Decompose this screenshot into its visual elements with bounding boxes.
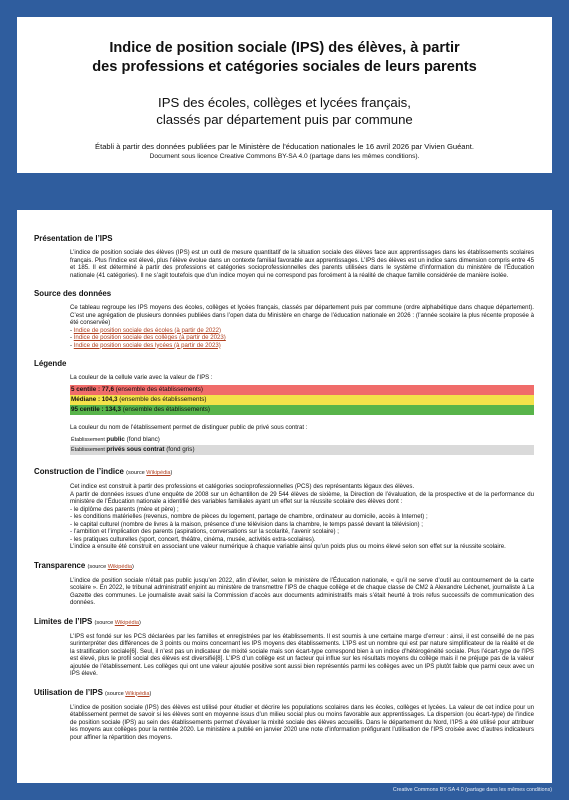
page-title [25,39,544,77]
body-card [17,210,552,783]
limits-source-link[interactable]: Wikipédia [114,619,139,626]
subtitle-line-1: IPS des écoles, collèges et lycées français, [158,95,411,110]
legend-row-public: Établissement public (fond blanc) [71,436,160,443]
presentation-text: L’indice de position sociale des élèves (IPS) est un outil de mesure quantitatif de la situation sociale des élèves face aux apprentissages dans les établissements scolaires français. Plus l’indice est élevé, plus l’élève évolue dans un contexte familial favorable aux apprentissages. L’IPS des élèves est un indice sans dimension compris entre 45 et 185. Il est déterminé à partir des professions et catégories socioprofessionnelles des parents utilisées dans le système d’information du ministère de l’Éducation nationale (41 catégories). Il ne s’agit toutefois que d’un indice moyen qui ne correspond pas forcément à la réalité de chaque famille considérée de manière isolée. [70,249,534,279]
title-line-2: des professions et catégories sociales de leurs parents [92,59,477,75]
legend-heading: Légende [34,359,67,368]
construction-heading: Construction de l’indice (source Wikipédia) [34,467,173,476]
legend-row-median: Médiane : 104,3 (ensemble des établissements) [70,395,534,405]
presentation-heading: Présentation de l’IPS [34,234,113,243]
page-subtitle [25,94,544,128]
sources-links: - Indice de position sociale des écoles (à partir de 2022) - Indice de position sociale des collèges (à partir de 2023) - Indice de position sociale des lycées (à partir de 2023) [70,326,226,349]
footer-license: Creative Commons BY-SA 4.0 (partage dans les mêmes conditions) [392,787,552,793]
limits-text: L’IPS est fondé sur les PCS déclarées par les familles et enregistrées par les établissements. Il est soumis à une certaine marge d’erreur : ainsi, il est conseillé de ne pas surinterpréter des différences de 3 points ou moins concernant les IPS moyens des établissements. L’IPS est un nombre qui est par nature simplificateur de la réalité et de la stratification sociale[6]. Seul, il n’est pas un indicateur de mixité sociale mais son écart-type correspond bien à un indice d’hétérogénéité sociale. Plus l’écart-type de l’IPS est élevé, plus le profil social des élèves est diversifié[8]. L’IPS d’un collège est un facteur qui influe sur les résultats moyens du collège mais il ne préjuge pas de la valeur ajoutée de l’établissement. Les collèges qui ont une valeur ajoutée positive sont aussi bien représentés parmi les collèges avec un IPS plutôt faible que parmi ceux avec un IPS élevé. [70,632,534,677]
subtitle-line-2: classés par département puis par commune [156,112,413,127]
header-card [17,17,552,173]
link-ips-ecoles[interactable]: Indice de position sociale des écoles (à partir de 2022) [73,326,222,334]
legend-color-intro: La couleur de la cellule varie avec la valeur de l’IPS : [70,374,213,381]
construction-source-link[interactable]: Wikipédia [146,470,171,476]
limits-heading: Limites de l’IPS (source Wikipédia) [34,616,141,626]
legend-row-95-centile: 95 centile : 134,3 (ensemble des établissements) [70,405,534,415]
construction-text: Cet indice est construit à partir des professions et catégories socioprofessionnelles (PCS) des représentants légaux des élèves. A partir de données issues d’une enquête de 2008 sur un échantillon de 29 544 élèves de sixième, la Direction de l’évaluation, de la prospective et de la performance du ministère de l’Éducation nationale a identifié des variables familiales ayant un effet sur la réussite scolaire des élèves dont : - le diplôme des parents (mère et père) ; - les conditions matérielles (revenus, nombre de pièces du logement, partage de chambre, ordinateur au domicile, accès à Internet) ; - le capital culturel (nombre de livres à la maison, présence d’une télévision dans la chambre, le temps passé devant la télévision) ; - l’ambition et l’implication des parents (aspirations, conversations sur la scolarité, l’avenir scolaire) ; - les pratiques culturelles (sport, concert, théâtre, cinéma, musée, activités extra-scolaires). L’indice a ensuite été construit en associant une valeur numérique à chaque variable ainsi qu’un poids plus ou moins élevé selon son effet sur la réussite scolaire. [70,483,534,550]
legend-row-5-centile: 5 centile : 77,6 (ensemble des établissements) [70,385,534,395]
legend-row-private: Établissement privés sous contrat (fond gris) [70,445,534,455]
title-line-1: Indice de position sociale (IPS) des élèves, à partir [109,40,460,56]
usage-heading: Utilisation de l’IPS (source Wikipédia) [34,687,152,697]
usage-text: L’indice de position sociale (IPS) des élèves est utilisé pour étudier et décrire les populations scolaires dans les écoles, collèges et lycées. La valeur de cet indice pour un établissement permet de savoir si les élèves sont en moyenne issus d’un milieu social plus ou moins favorable aux apprentissages. La dispersion (ou écart-type) de l’indice de position sociale (IPS) au sein des établissements permet d’évaluer la mixité sociale des élèves accueillis. Dans le département du Nord, l’IPS a été utilisé pour attribuer les moyens aux collèges pour la rentrée 2020. Le ministère a publié en janvier 2020 une note d’information préfigurant l’utilisation de l’IPS croisée avec d’autres indicateurs pour affiner la répartition des moyens. [70,703,534,741]
license-line: Document sous licence Creative Commons BY-SA 4.0 (partage dans les mêmes conditions). [149,153,420,160]
usage-source-link[interactable]: Wikipédia [125,690,150,697]
legend-name-intro: La couleur du nom de l’établissement permet de distinguer public de privé sous contrat : [70,423,308,431]
credit-line: Établi à partir des données publiées par le Ministère de l’éducation nationales le 16 avril 2026 par Vivien Guéant. [95,142,474,151]
transparency-heading: Transparence (source Wikipédia) [34,560,134,570]
sources-text: Ce tableau regroupe les IPS moyens des écoles, collèges et lycées français, classés par département puis par commune (ordre alphabétique dans chaque département). C’est une agrégation de plusieurs données publiées dans l’open data du Ministère en charge de l’éducation nationale en 2026 : (l’année scolaire la plus récente proposée à été conservée) [70,304,534,326]
transparency-text: L’indice de position sociale n’était pas public jusqu’en 2022, afin d’éviter, selon le ministère de l’Éducation nationale, « qu’il ne serve d’outil au contournement de la carte scolaire ». En 2022, le tribunal administratif enjoint au ministère de transmettre l’IPS de chaque collège et de chaque classe de CM2 à Alexandre Léchenet, journaliste à La Gazette des communes. Le journaliste avait saisi la Commission d’accès aux documents administratifs mais s’était heurté à trois refus successifs de communication des données. [70,576,534,606]
link-ips-colleges[interactable]: Indice de position sociale des collèges (à partir de 2023) [73,334,226,341]
sources-heading: Source des données [34,289,112,298]
transparency-source-link[interactable]: Wikipédia [107,563,132,570]
link-ips-lycees[interactable]: Indice de position sociale des lycées (à partir de 2023) [73,341,221,349]
